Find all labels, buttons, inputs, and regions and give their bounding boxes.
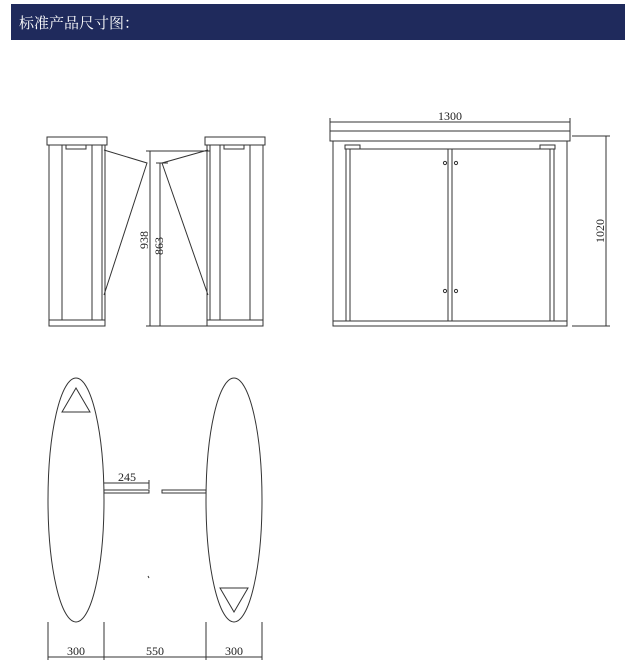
side-view-right-cabinet xyxy=(205,137,265,326)
dim-1020: 1020 xyxy=(593,219,607,243)
top-view-right-cabinet xyxy=(206,378,262,622)
side-view-left-cabinet xyxy=(47,137,107,326)
dim-550: 550 xyxy=(146,644,164,658)
side-view-right-wing xyxy=(162,150,208,295)
dim-300-right: 300 xyxy=(225,644,243,658)
dim-938: 938 xyxy=(137,231,151,249)
dim-300-left: 300 xyxy=(67,644,85,658)
side-view-left-wing xyxy=(104,150,147,295)
dim-863: 863 xyxy=(152,237,166,255)
top-view-left-cabinet xyxy=(48,378,104,622)
dim-245: 245 xyxy=(118,470,136,484)
dim-1300: 1300 xyxy=(438,109,462,123)
front-view-cabinet xyxy=(330,131,570,326)
top-view-center-mark xyxy=(148,576,149,578)
page-title: 标准产品尺寸图： xyxy=(19,13,140,32)
